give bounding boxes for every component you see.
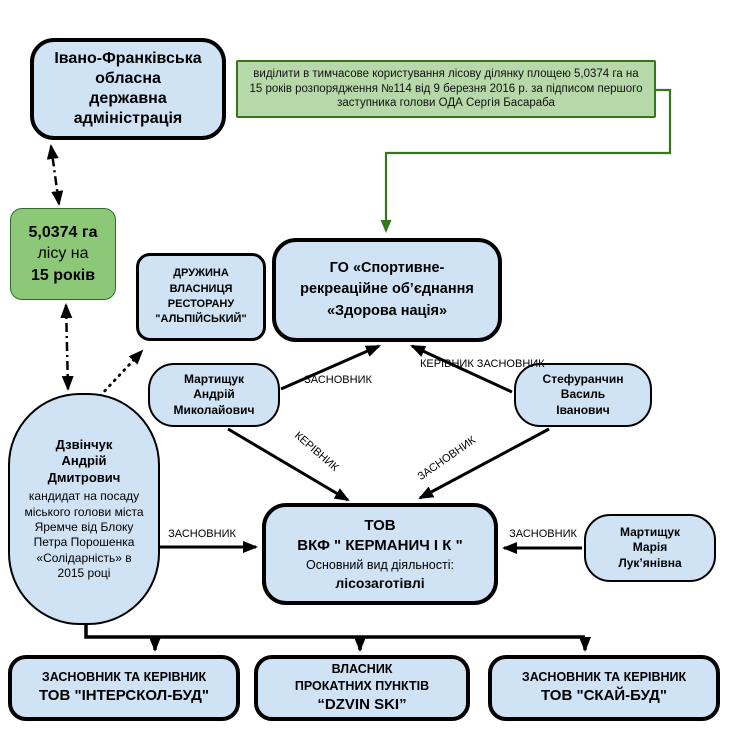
wife-line: "АЛЬПІЙСЬКИЙ" — [155, 313, 247, 326]
edge-label-founder-dzvinchuk: ЗАСНОВНИК — [168, 528, 236, 540]
person-line: Андрій — [193, 387, 235, 402]
role-line: ЗАСНОВНИК ТА КЕРІВНИК — [521, 670, 687, 685]
company-name: ТОВ "СКАЙ-БУД" — [541, 687, 667, 705]
arrow-dzvinchuk-to-wife — [100, 351, 142, 396]
wife-line: ДРУЖИНА — [173, 267, 229, 280]
oda-line: обласна — [95, 70, 161, 87]
node-dzvin-ski — [254, 655, 470, 721]
arrow-dzvinchuk-to-land — [66, 305, 68, 389]
edge-label-head-founder-to-ngo — [420, 357, 545, 372]
ngo-line: рекреаційне об’єднання — [300, 281, 474, 298]
connector-dzvinchuk-branch — [86, 625, 585, 637]
node-land-plot — [10, 208, 116, 300]
dzvinchuk-name: Андрій — [61, 453, 107, 469]
dzvinchuk-description: кандидат на посаду міського голови міста Яремче від Блоку Петра Порошенка «Солідарність» в 2015 році — [24, 489, 144, 581]
tov-line: ВКФ " КЕРМАНИЧ І К " — [297, 536, 463, 554]
land-area: 5,0374 га — [28, 223, 98, 241]
edge-label-line: КЕРІВНИК — [420, 358, 474, 370]
node-tov-kermanych — [262, 503, 498, 605]
oda-line: Івано-Франківська — [54, 50, 202, 67]
ngo-line: ГО «Спортивне- — [329, 260, 445, 277]
node-ngo-zdorova-natsiia — [272, 238, 502, 342]
edge-label-founder-maria: ЗАСНОВНИК — [509, 528, 577, 540]
node-martyshchuk-andriy — [148, 363, 280, 427]
oda-line: адміністрація — [73, 110, 183, 127]
dzvinchuk-name: Дмитрович — [47, 470, 121, 486]
person-line: Лук’янівна — [618, 555, 682, 570]
person-line: Мартищук — [619, 524, 681, 539]
oda-line: державна — [89, 90, 167, 107]
tov-activity-label: Основний вид діяльності: — [306, 558, 454, 573]
node-oblast-administration — [30, 38, 226, 140]
dzvinchuk-name: Дзвінчук — [55, 436, 113, 452]
wife-line: ВЛАСНИЦЯ — [169, 282, 233, 295]
company-name: “DZVIN SKI” — [317, 695, 407, 713]
person-line: Стефуранчин — [542, 371, 624, 386]
edge-label-founder-to-ngo: ЗАСНОВНИК — [304, 374, 372, 386]
person-line: Іванович — [556, 402, 610, 417]
node-interskol-bud — [8, 655, 240, 721]
edge-label-founder-to-tov: ЗАСНОВНИК — [415, 434, 478, 484]
node-dzvinchuk-andriy — [8, 393, 160, 625]
role-line: ПРОКАТНИХ ПУНКТІВ — [294, 678, 430, 693]
tov-line: ТОВ — [364, 517, 396, 535]
wife-line: РЕСТОРАНУ — [167, 298, 235, 310]
edge-label-head-to-tov: КЕРІВНИК — [292, 429, 341, 474]
decree-note: виділити в тимчасове користування лісову ділянку площею 5,0374 га на 15 років розпорядження №114 від 9 березня 2016 р. за підписом першого заступника голови ОДА Сергія Басараба — [236, 60, 656, 118]
role-line: ЗАСНОВНИК ТА КЕРІВНИК — [41, 670, 207, 685]
node-martyshchuk-maria — [584, 514, 716, 582]
person-line: Марія — [632, 540, 668, 555]
company-name: ТОВ "ІНТЕРСКОЛ-БУД" — [39, 687, 209, 705]
role-line: ВЛАСНИК — [331, 662, 393, 676]
node-sky-bud — [488, 655, 720, 721]
node-stefuranchyn-vasyl — [514, 363, 652, 427]
edge-label-line: ЗАСНОВНИК — [476, 358, 545, 370]
person-line: Миколайович — [173, 402, 255, 417]
person-line: Василь — [560, 387, 606, 402]
arrow-land-to-administration — [51, 146, 59, 204]
person-line: Мартищук — [183, 371, 245, 386]
node-wife-restaurant-owner — [136, 253, 266, 341]
land-term: 15 років — [30, 266, 96, 284]
tov-activity-value: лісозаготівлі — [335, 574, 425, 591]
ngo-line: «Здорова нація» — [326, 302, 448, 319]
land-line: лісу на — [37, 245, 89, 263]
